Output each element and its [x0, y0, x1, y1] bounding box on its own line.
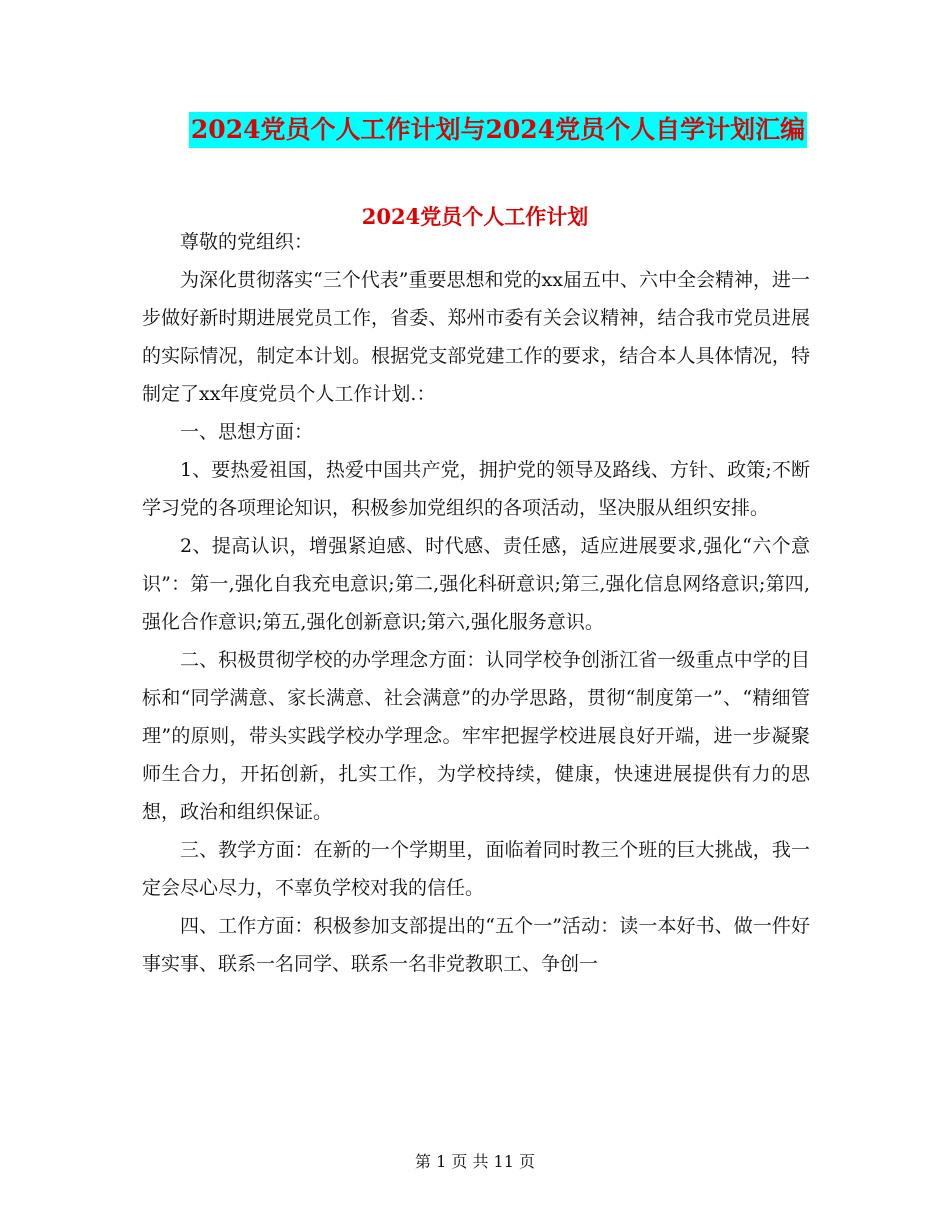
body-paragraph: 1、要热爱祖国，热爱中国共产党，拥护党的领导及路线、方针、政策;不断学习党的各项理论知识，积极参加党组织的各项活动，坚决服从组织安排。	[142, 459, 810, 519]
body-paragraph: 二、积极贯彻学校的办学理念方面：认同学校争创浙江省一级重点中学的目标和“同学满意、家长满意、社会满意”的办学思路，贯彻“制度第一”、“精细管理”的原则，带头实践学校办学理念。牢牢把握学校进展良好开端，进一步凝聚师生合力，开拓创新，扎实工作，为学校持续，健康，快速进展提供有力的思想，政治和组织保证。	[142, 649, 810, 823]
document-main-title: 2024党员个人工作计划与2024党员个人自学计划汇编	[189, 112, 807, 148]
salutation-paragraph: 尊敬的党组织：	[180, 231, 314, 253]
section-title: 2024党员个人工作计划	[361, 204, 589, 229]
body-paragraph: 为深化贯彻落实“三个代表”重要思想和党的xx届五中、六中全会精神，进一步做好新时期进展党员工作，省委、郑州市委有关会议精神，结合我市党员进展的实际情况，制定本计划。根据党支部党建工作的要求，结合本人具体情况，特制定了xx年度党员个人工作计划.：	[142, 269, 810, 405]
body-paragraph: 四、工作方面：积极参加支部提出的“五个一”活动：读一本好书、做一件好事实事、联系一名同学、联系一名非党教职工、争创一	[142, 915, 810, 975]
document-body	[142, 223, 810, 983]
body-paragraph: 2、提高认识，增强紧迫感、时代感、责任感，适应进展要求,强化“六个意识”：第一,强化自我充电意识;第二,强化科研意识;第三,强化信息网络意识;第四,强化合作意识;第五,强化创新意识;第六,强化服务意识。	[142, 535, 810, 633]
page-number-footer: 第 1 页 共 11 页	[415, 1152, 535, 1171]
section-heading-paragraph: 一、思想方面：	[180, 421, 314, 443]
body-paragraph: 三、教学方面：在新的一个学期里，面临着同时教三个班的巨大挑战，我一定会尽心尽力，不辜负学校对我的信任。	[142, 839, 810, 899]
document-title-wrapper	[0, 112, 950, 148]
